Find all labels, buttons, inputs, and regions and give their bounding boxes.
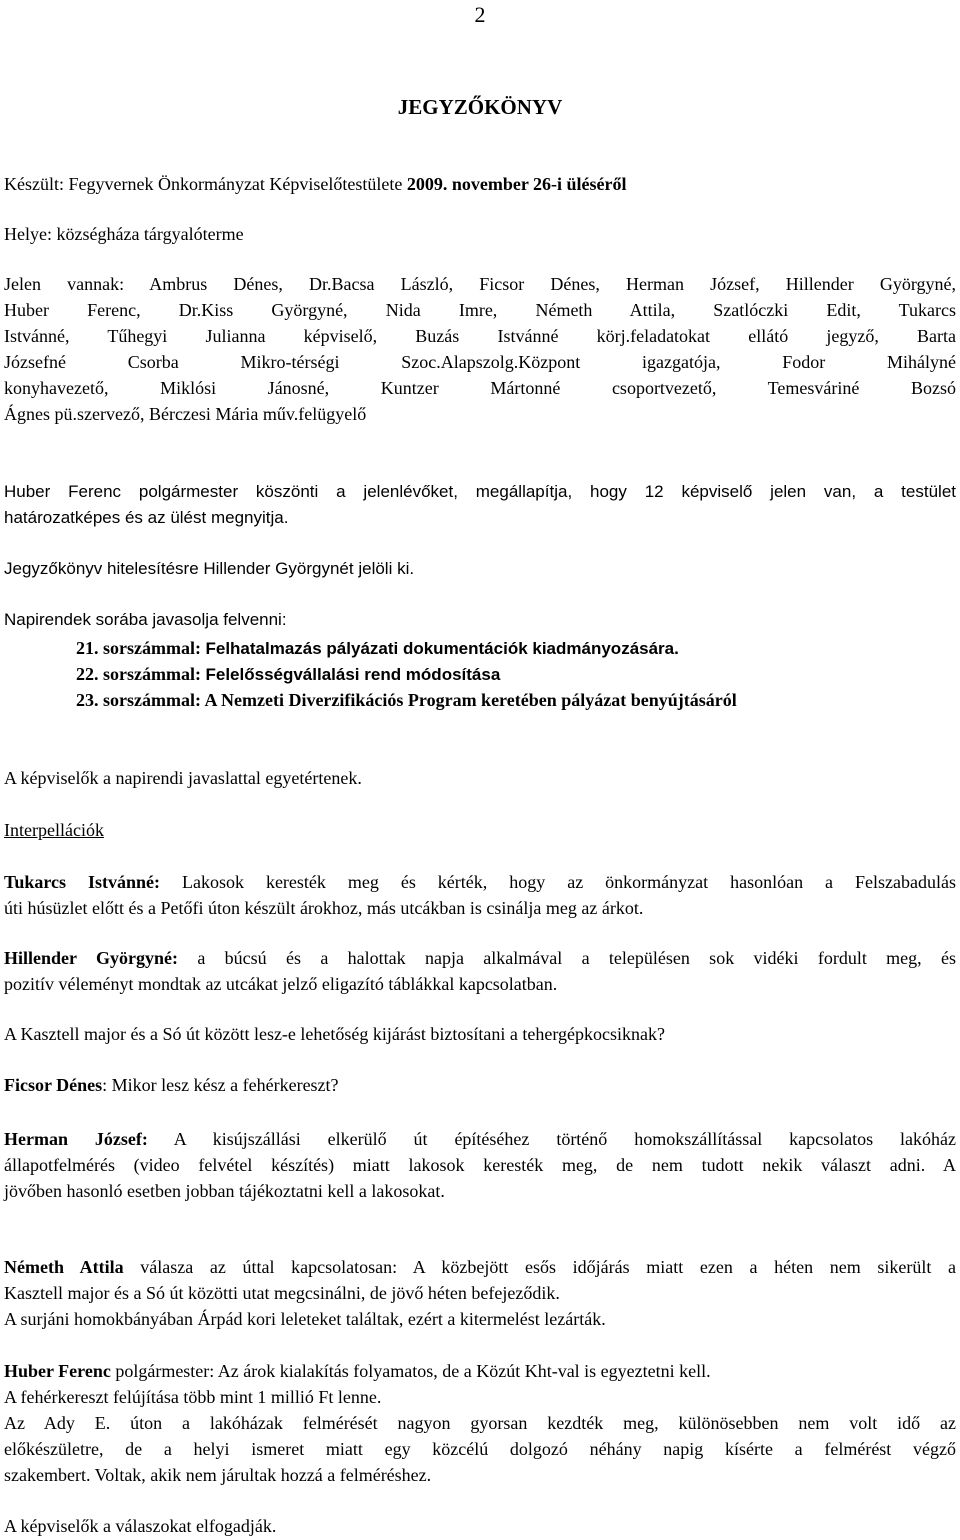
opening-line-2: határozatképes és az ülést megnyitja. [4,508,289,527]
hillender-question: A Kasztell major és a Só út között lesz-e lehetőség kijárást biztosítani a tehergépkocsiknak? [4,1024,665,1044]
herman-line-1 [4,1127,956,1151]
made-line [4,172,956,196]
speaker-name: Hillender Györgyné: [4,948,178,968]
speaker-name: Ficsor Dénes [4,1075,103,1095]
agenda-item-23 [76,688,956,712]
place-line: Helye: községháza tárgyalóterme [4,224,244,244]
document-title: JEGYZŐKÖNYV [397,95,563,119]
present-line-4: Józsefné Csorba Mikro-térségi Szoc.Alapszolg.Központ igazgatója, Fodor Mihályné [4,352,956,372]
speech-text: Lakosok keresték meg és kérték, hogy az önkormányzat hasonlóan a Felszabadulás [160,872,956,892]
agenda-intro: Napirendek sorába javasolja felvenni: [4,610,287,629]
speech-text: a búcsú és a halottak napja alkalmával a településen sok vidéki fordult meg, és [178,948,956,968]
page-number: 2 [474,2,486,27]
speech-text: polgármester: Az árok kialakítás folyamatos, de a Közút Kht-val is egyeztetni kell. [110,1361,711,1381]
hillender-line-1 [4,946,956,970]
herman-line-3: jövőben hasonló esetben jobban tájékoztatni kell a lakosokat. [4,1181,445,1201]
tukarcs-line-2: úti húsüzlet előtt és a Petőfi úton készült árokhoz, más utcákban is csinálja meg az árkot. [4,898,644,918]
agenda-item-text: Felhatalmazás pályázati dokumentációk kiadmányozására. [205,639,679,658]
opening-line-1: Huber Ferenc polgármester köszönti a jelenlévőket, megállapítja, hogy 12 képviselő jelen van, a testület [4,482,956,501]
speaker-name: Németh Attila [4,1257,124,1277]
authentication-line: Jegyzőkönyv hitelesítésre Hillender Györgynét jelöli ki. [4,559,415,578]
agenda-item-text: Felelősségvállalási rend módosítása [205,665,501,684]
agenda-item-num: 23. sorszámmal: [76,690,205,710]
present-line-5: konyhavezető, Miklósi Jánosné, Kuntzer Mártonné csoportvezető, Temesváriné Bozsó [4,378,956,398]
ficsor-line [4,1073,956,1097]
closing-line: A képviselők a válaszokat elfogadják. [4,1516,277,1536]
made-prefix: Készült: Fegyvernek Önkormányzat Képviselőtestülete [4,174,407,194]
agenda-item-text: A Nemzeti Diverzifikációs Program keretében pályázat benyújtásáról [204,690,737,710]
nemeth-line-3: A surjáni homokbányában Árpád kori leleteket találtak, ezért a kitermelést lezárták. [4,1309,606,1329]
huber-line-1 [4,1359,956,1383]
present-line-1: Jelen vannak: Ambrus Dénes, Dr.Bacsa László, Ficsor Dénes, Herman József, Hillender Györgyné, [4,274,956,294]
huber-line-5: szakembert. Voltak, akik nem járultak hozzá a felméréshez. [4,1465,432,1485]
interpellations-heading: Interpellációk [4,820,104,840]
hillender-line-2: pozitív véleményt mondtak az utcákat jelző eligazító táblákkal kapcsolatban. [4,974,558,994]
nemeth-line-1 [4,1255,956,1279]
herman-line-2: állapotfelmérés (video felvétel készítés) miatt lakosok keresték meg, de nem tudott nekik választ adni. A [4,1155,956,1175]
present-line-2: Huber Ferenc, Dr.Kiss Györgyné, Nida Imre, Németh Attila, Szatlóczki Edit, Tukarcs [4,300,956,320]
huber-line-4: előkészületre, de a helyi ismeret miatt egy közcélú dolgozó néhány napig kísérte a felmérést végző [4,1439,956,1459]
speech-text: : Mikor lesz kész a fehérkereszt? [102,1075,339,1095]
nemeth-line-2: Kasztell major és a Só út közötti utat megcsinálni, de jövő héten befejeződik. [4,1283,560,1303]
huber-line-3: Az Ady E. úton a lakóházak felmérését nagyon gyorsan kezdték meg, különösebben nem volt idő az [4,1413,956,1433]
agreement-line: A képviselők a napirendi javaslattal egyetértenek. [4,768,362,788]
speech-text: válasza az úttal kapcsolatosan: A közbejött esős időjárás miatt ezen a héten nem sikerült a [123,1257,956,1277]
speaker-name: Huber Ferenc [4,1361,111,1381]
agenda-item-num: 22. sorszámmal: [76,664,206,684]
present-line-3: Istvánné, Tűhegyi Julianna képviselő, Buzás Istvánné körj.feladatokat ellátó jegyző, Barta [4,326,956,346]
present-line-6: Ágnes pü.szervező, Bérczesi Mária műv.felügyelő [4,404,367,424]
speaker-name: Tukarcs Istvánné: [4,872,161,892]
meeting-date: 2009. november 26-i üléséről [406,174,627,194]
huber-line-2: A fehérkereszt felújítása több mint 1 millió Ft lenne. [4,1387,382,1407]
tukarcs-line-1 [4,870,956,894]
speech-text: A kisújszállási elkerülő út építéséhez történő homokszállítással kapcsolatos lakóház [147,1129,956,1149]
agenda-item-21 [76,636,956,661]
agenda-item-num: 21. sorszámmal: [76,638,206,658]
agenda-item-22 [76,662,956,687]
speaker-name: Herman József: [4,1129,148,1149]
